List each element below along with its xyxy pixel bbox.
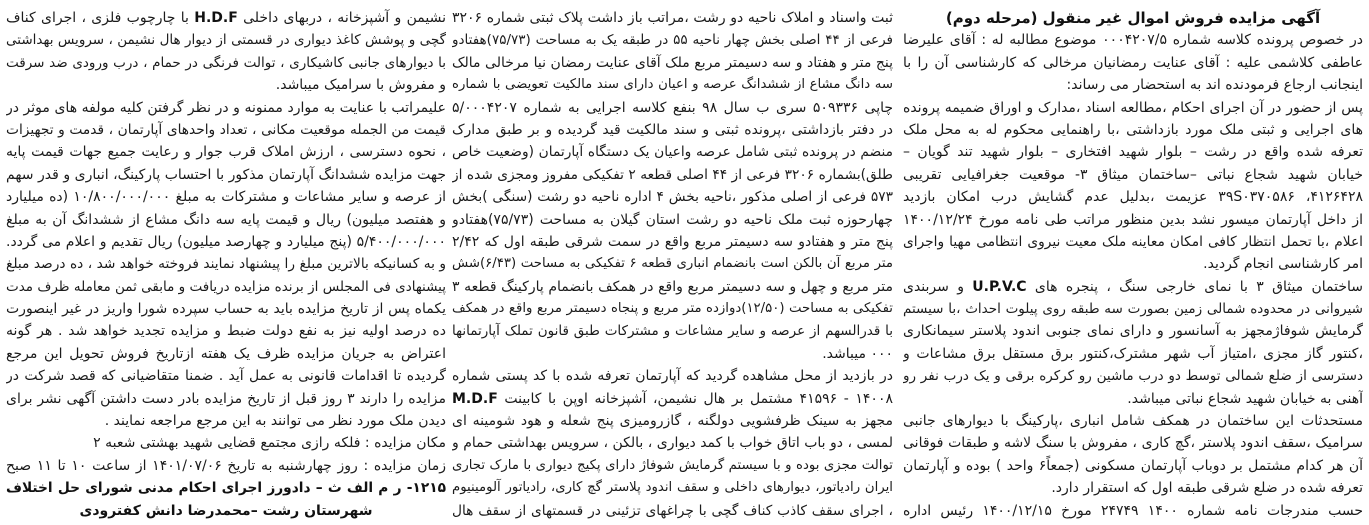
- middle-column-line-19: مجهز به سینک ظرفشویی دولگنه ، گازرومیزی پنج شعله و هود شومینه ای: [452, 413, 893, 430]
- middle-column-line-23: ، اجرای سقف کاذب کناف گچی با چراغهای تزئینی در قسمتهای از سقف هال: [452, 502, 893, 519]
- left-column-line-8: جهت مزایده ششدانگ آپارتمان مذکور با احتساب پارکینگ، انباری و قدر سهم: [6, 166, 446, 183]
- right-column-line-12: ساختمان میثاق ۳ با نمای خارجی سنگ ، پنجره های U.P.V.C و سربندی: [903, 278, 1363, 295]
- right-column-line-8: ۳۹S۰۳۷۰۵۸۶ ،۴۱۲۶۴۲۸ عزیمت ،بدلیل عدم گشایش درب امکان بازدید: [903, 189, 1363, 206]
- right-column-line-15: ،کنتور گاز مجزی ،امتیاز آب شهر مشترک،کنتور برق مستقل برق مشاعات و: [903, 345, 1363, 362]
- middle-column-line-17: در بازدید از محل مشاهده گردید که آپارتمان تعرفه شده با کد پستی شماره: [452, 368, 893, 385]
- left-column-line-21: زمان مزایده : روز چهارشنبه به تاریخ ۱۴۰۱/۰۷/۰۶ از ساعت ۱۰ تا ۱۱ صبح: [6, 457, 446, 474]
- middle-column-line-12: متر مربع آن بالکن است بانضمام انباری قطعه ۶ تفکیکی به مساحت (۶/۴۳)شش: [452, 256, 893, 272]
- middle-column-line-6: در دفتر بازداشتی ،پرونده ثبتی و سند مالکیت قید گردیده و بر طبق مدارک: [452, 121, 893, 138]
- left-column-line-18: مزایده را دارند ۳ روز قبل از تاریخ مزایده بادر دست داشتن آگهی نشر برای: [6, 390, 446, 407]
- middle-column-line-14: تفکیکی به مساحت (۱۲/۵۰)دوازده متر مربع و پنجاه دسیمتر مربع واقع در همکف: [452, 301, 893, 317]
- right-column-line-7: خیابان شهید شجاع نباتی –ساختمان میثاق ۳- موقعیت جغرافیایی تقریبی: [903, 166, 1363, 183]
- left-column-line-16: اعتراض به جریان مزایده ظرف یک هفته ازتاریخ فروش تحویل این مرجع: [6, 345, 446, 362]
- column-left-lines: [6, 7, 446, 522]
- right-column-line-13: شیروانی در محدوده شمالی زمین بصورت سه طبقه روی پیلوت احداث ،با سیستم: [903, 301, 1363, 318]
- right-column-line-17: آهنی به خیابان شهید شجاع نباتی میباشد.: [1127, 390, 1363, 407]
- middle-column-line-20: لمسی ، دو باب اتاق خواب با کمد دیواری ، بالکن ، سرویس بهداشتی حمام و: [452, 435, 893, 452]
- middle-column-line-11: پنج متر و هفتادو سه دسیمتر مربع واقع در سمت شرقی طبقه اول که ۲/۴۲: [452, 233, 893, 250]
- middle-column-line-9: ۵۷۳ فرعی از اصلی مذکور ،ناحیه بخش ۴ اداره ناحیه دو رشت (سنگی )بخش: [452, 189, 893, 206]
- left-column-line-14: یکماه پس از تاریخ مزایده باید به حساب سپرده شورا واریز در غیر اینصورت: [6, 301, 446, 318]
- left-column-line-17: گردیده تا اقدامات قانونی به عمل آید . ضمنا متقاضیانی که قصد شرکت در: [6, 368, 446, 385]
- left-column-line-19: دیدن ملک مورد نظر می توانند به این مرجع مراجعه نمایند .: [104, 413, 446, 430]
- left-column-line-2: گچی و پوشش کاغذ دیواری در قسمتی از دیوار هال نشیمن ، سرویس بهداشتی: [6, 32, 446, 49]
- right-column-line-6: تعرفه شده واقع در رشت – بلوار شهید افتخاری – بلوار شهید تند گویان –: [903, 144, 1363, 161]
- left-column-line-23: شهرستان رشت –محمدرضا دانش کفترودی: [79, 502, 373, 519]
- middle-column-line-16: ۰۰۰ میباشد.: [822, 345, 893, 362]
- right-column-line-16: دسترسی از ضلع شمالی توسط دو درب ماشین رو کرکره برقی و یک درب نفر رو: [903, 368, 1363, 385]
- right-column-line-11: امر کارشناسی انجام گردید.: [1203, 256, 1363, 273]
- left-column-line-10: و هفتصد میلیون) ریال و قیمت پایه سه دانگ مشاع از ششدانگ آن به مبلغ: [6, 211, 446, 228]
- right-column-line-4: پس از حضور در آن اجرای احکام ،مطالعه اسناد ،مدارک و اوراق ضمیمه پرونده: [903, 99, 1363, 116]
- right-column-line-21: تعرفه شده در ضلع شرقی طبقه اول که استقرار دارد.: [1051, 480, 1363, 497]
- right-column-line-20: آن هر کدام مشتمل بر دوباب آپارتمان مسکونی (جمعاً۶ واحد ) بوده و آپارتمان: [903, 457, 1363, 474]
- middle-column-line-10: چهارحوزه ثبت ملک ناحیه دو رشت استان گیلان به مساحت (۷۵/۷۳)هفتادو: [452, 211, 893, 228]
- left-column-line-9: از عرصه و سایر مشاعات و مشترکات به مبلغ ۱۰/۸۰۰/۰۰۰/۰۰۰ (ده میلیارد: [6, 189, 446, 206]
- column-right: [903, 7, 1363, 522]
- middle-column-line-8: طلق)بشماره ۳۲۰۶ فرعی از ۴۴ اصلی قطعه ۲ تفکیکی مفروز ومجزی شده از: [452, 166, 893, 183]
- right-column-line-19: سرامیک ،سقف اندود پلاستر ،گچ کاری ، مفروش با سنگ لاشه و طبقات فوقانی: [903, 435, 1363, 452]
- right-column-line-18: مستحدثات این ساختمان در همکف شامل انباری ،پارکینگ با دیوارهای جانبی: [903, 413, 1363, 430]
- left-column-line-11: ۵/۴۰۰/۰۰۰/۰۰۰ (پنج میلیارد و چهارصد میلیون) ریال تقدیم و اعلام می گردد.: [6, 233, 446, 250]
- middle-column-line-21: توالت مجزی بوده و با سیستم گرمایش شوفاژ دارای پکیج دیواری با مارک تجاری: [452, 457, 893, 473]
- right-column-line-10: اعلام ،با تحمل انتظار کافی امکان معاینه ملک معیت نیروی انتظامی مهیا واجرای: [903, 233, 1363, 250]
- right-column-line-9: از داخل آپارتمان میسور نشد بدین منظور مراتب طی نامه مورخ ۱۴۰۰/۱۲/۲۴: [903, 211, 1363, 228]
- right-column-line-14: گرمایش شوفاژمجهز به آسانسور و دارای نمای جنوبی اندود پلاستر سیمانکاری: [903, 323, 1363, 340]
- right-column-line-3: اینجانب ارجاع فرمودنده اند به استحضار می رساند:: [1066, 77, 1363, 94]
- bold-term: H.D.F: [194, 10, 238, 26]
- middle-column-line-3: پنج متر و هفتاد و سه دسیمتر مربع ملک آقای عنایت رمضان نیا مرخالی مالک: [452, 54, 893, 71]
- middle-column-line-15: با قدرالسهم از عرصه و سایر مشاعات و مشترکات طبق قانون تملک آپارتمانها: [452, 323, 893, 340]
- left-column-line-3: با دیوارهای جانبی کاشیکاری ، توالت فرنگی در حمام ، درب ورودی ضد سرقت: [6, 54, 446, 71]
- right-column-line-5: های اجرایی و ثبتی ملک مورد بازداشتی ،با راهنمایی محکوم له به محل ملک: [903, 121, 1363, 138]
- bold-term: U.P.V.C: [972, 278, 1027, 295]
- right-column-line-22: حسب مندرجات نامه شماره ۱۴۰۰ ۲۴۷۴۹ مورخ ۱۴۰۰/۱۲/۱۵ رئیس اداره: [903, 502, 1363, 519]
- left-column-line-1: نشیمن و آشپزخانه ، دربهای داخلی H.D.F با چارچوب فلزی ، اجرای کناف: [6, 10, 446, 26]
- middle-column-line-4: سه دانگ مشاع از ششدانگ عرصه و اعیان دارای سند مالکیت تعویضی با شماره: [452, 77, 893, 93]
- middle-column-line-2: فرعی از ۴۴ اصلی بخش چهار ناحیه ۵۵ در طبقه یک به مساحت (۷۵/۷۳)هفتادو: [452, 32, 893, 49]
- left-column-line-12: و به کسانیکه بالاترین مبلغ را پیشنهاد نمایند فروخته خواهد شد ، ده درصد مبلغ: [6, 256, 446, 273]
- middle-column-line-5: چاپی ۵۰۹۳۳۶ سری ب سال ۹۸ بنفع کلاسه اجرایی به شماره ۵/۰۰۰۴۲۰۷: [452, 99, 893, 116]
- middle-column-line-22: ایران رادیاتور، دیوارهای داخلی و سقف اندود پلاستر گچ کاری، رادیاتور آلومینیوم: [452, 480, 893, 496]
- left-column-line-6: قیمت من الجمله موقعیت مکانی ، تعداد واحدهای آپارتمان ، قدمت و تجهیزات: [6, 121, 446, 138]
- left-column-line-7: ، نحوه دسترسی ، ارزش املاک قرب جوار و رعایت جمیع جهات قیمت پایه: [6, 144, 446, 161]
- left-column-line-15: ده درصد اولیه نیز به نفع دولت ضبط و مزایده تجدید خواهد شد . هر گونه: [6, 323, 446, 340]
- left-column-line-22: ۱۲۱۵- ر م الف ث – دادورز اجرای احکام مدنی شورای حل اختلاف: [6, 480, 446, 497]
- column-middle-lines: [452, 7, 893, 522]
- right-column-line-2: عاطفی کلاشمی علیه : آقای عنایت رمضانیان مرخالی که کارشناسی آن را با: [903, 54, 1363, 71]
- middle-column-line-18: ۱۴۰۰۸ - ۴۱۵۹۶ مشتمل بر هال نشیمن، آشپزخانه اوپن با کابینت M.D.F: [452, 390, 893, 407]
- middle-column-line-1: ثبت واسناد و املاک ناحیه دو رشت ،مراتب باز داشت پلاک ثبتی شماره ۳۲۰۶: [452, 10, 893, 26]
- left-column-line-13: پیشنهادی فی المجلس از برنده مزایده دریافت و مابقی ثمن معامله ظرف مدت: [6, 278, 446, 295]
- left-column-line-4: و مفروش با سرامیک میباشد.: [275, 77, 446, 94]
- left-column-line-20: مکان مزایده : فلکه رازی مجتمع قضایی شهید بهشتی شعبه ۲: [93, 435, 446, 452]
- right-column-line-1: در خصوص پرونده کلاسه شماره ۰۰۰۴۲۰۷/۵ موضوع مطالبه له : آقای علیرضا: [903, 32, 1363, 49]
- left-column-line-5: علیمراتب با عنایت به موارد ممنونه و در نظر گرفتن کلیه مولفه های موثر در: [6, 99, 446, 116]
- middle-column-line-7: منضم در پرونده ثبتی شامل عرصه واعیان یک دستگاه آپارتمان (وضعیت خاص: [452, 144, 893, 161]
- column-middle: [452, 7, 893, 522]
- column-right-lines: [903, 29, 1363, 522]
- bold-term: M.D.F: [452, 390, 498, 407]
- middle-column-line-13: متر مربع و چهل و سه دسیمتر مربع واقع در همکف بانضمام پارکینگ قطعه ۳: [452, 278, 893, 295]
- column-left: [6, 7, 446, 522]
- notice-title: آگهی مزایده فروش اموال غیر منقول (مرحله دوم): [945, 9, 1321, 27]
